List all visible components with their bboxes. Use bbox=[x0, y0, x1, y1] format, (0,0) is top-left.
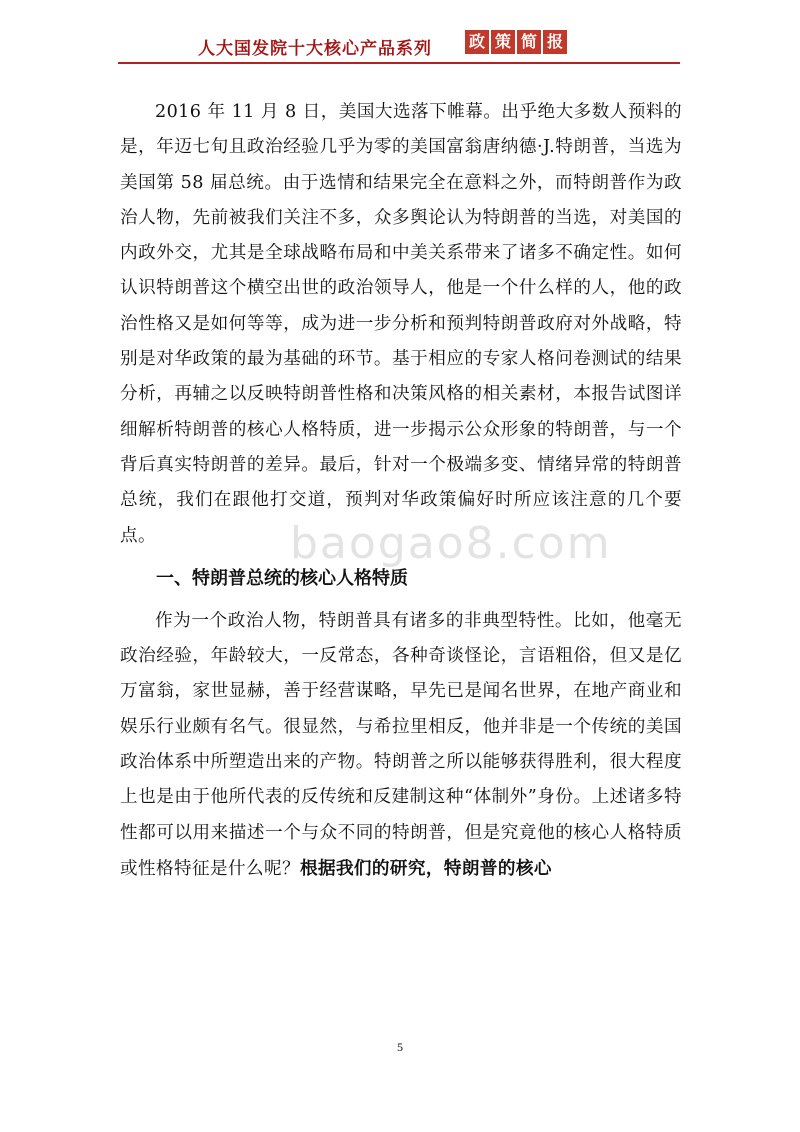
page-header bbox=[118, 28, 680, 64]
tag-char-1: 政 bbox=[465, 30, 489, 54]
page-number: 5 bbox=[397, 1040, 403, 1054]
tag-char-4: 报 bbox=[543, 30, 567, 54]
tag-char-2: 策 bbox=[491, 30, 515, 54]
section-paragraph-text: 作为一个政治人物，特朗普具有诸多的非典型特性。比如，他毫无政治经验，年龄较大，一反常态，各种奇谈怪论，言语粗俗，但又是亿万富翁，家世显赫，善于经营谋略，早先已是闻名世界，在地产商业和娱乐行业颇有名气。很显然，与希拉里相反，他并非是一个传统的美国政治体系中所塑造出来的产物。特朗普之所以能够获得胜利，很大程度上也是由于他所代表的反传统和反建制这种“体制外”身份。上述诸多特性都可以用来描述一个与众不同的特朗普，但是究竟他的核心人格特质或性格特征是什么呢？ bbox=[120, 610, 682, 879]
section-paragraph bbox=[120, 604, 682, 887]
section-heading: 一、特朗普总统的核心人格特质 bbox=[156, 567, 408, 589]
document-body bbox=[120, 95, 682, 887]
series-title: 人大国发院十大核心产品系列 bbox=[198, 39, 432, 59]
section-paragraph-bold-text: 根据我们的研究，特朗普的核心 bbox=[299, 857, 552, 879]
intro-paragraph: 2016 年 11 月 8 日，美国大选落下帷幕。出乎绝大多数人预料的是，年迈七旬且政治经验几乎为零的美国富翁唐纳德·J.特朗普，当选为美国第 58 届总统。由于选情和结果完全在意料之外，而特朗普作为政治人物，先前被我们关注不多，众多舆论认为特朗普的当选，对美国的内政外交，尤其是全球战略布局和中美关系带来了诸多不确定性。如何认识特朗普这个横空出世的政治领导人，他是一个什么样的人，他的政治性格又是如何等等，成为进一步分析和预判特朗普政府对外战略，特别是对华政策的最为基础的环节。基于相应的专家人格问卷测试的结果分析，再辅之以反映特朗普性格和决策风格的相关素材，本报告试图详细解析特朗普的核心人格特质，进一步揭示公众形象的特朗普，与一个背后真实特朗普的差异。最后，针对一个极端多变、情绪异常的特朗普总统，我们在跟他打交道，预判对华政策偏好时所应该注意的几个要点。 bbox=[120, 102, 682, 546]
watermark: baogao8.com bbox=[290, 518, 612, 569]
tag-char-3: 简 bbox=[517, 30, 541, 54]
